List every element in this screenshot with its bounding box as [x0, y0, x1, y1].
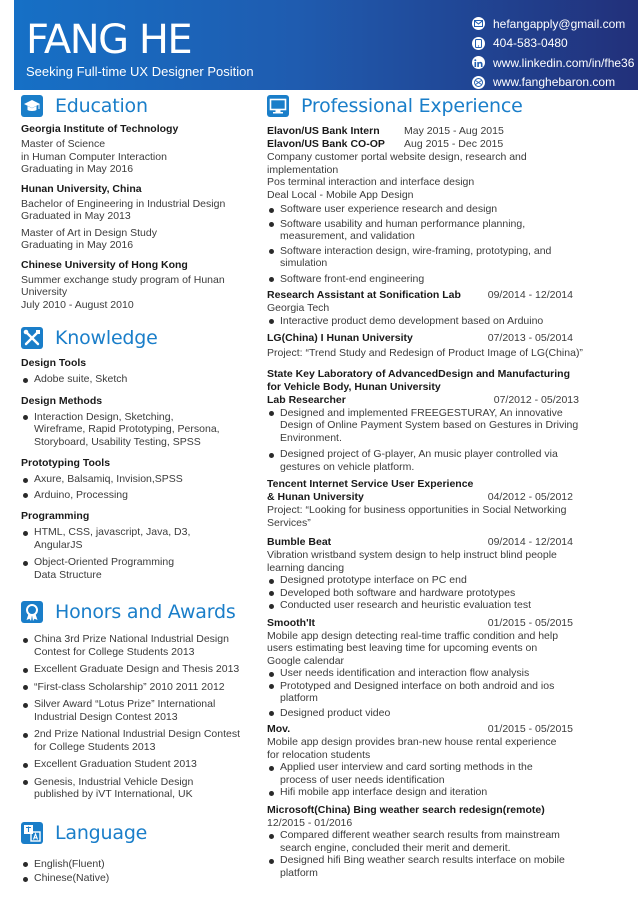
- award-icon: [21, 601, 43, 623]
- list-item: Software interaction design, wire-framing, prototyping, and simulation: [267, 245, 593, 270]
- organization: Georgia Tech: [267, 302, 330, 314]
- list-item: Arduino, Processing: [21, 489, 258, 502]
- project-title: Bumble Beat: [267, 536, 332, 548]
- knowledge-group-title: Design Tools: [21, 357, 87, 369]
- education-title: Education: [55, 95, 148, 117]
- list-item: HTML, CSS, javascript, Java, D3, AngularJS: [21, 526, 258, 551]
- knowledge-items: [21, 373, 258, 386]
- education-list: [21, 123, 258, 311]
- list-item: China 3rd Prize National Industrial Design Contest for College Students 2013: [21, 633, 258, 658]
- knowledge-list: [21, 357, 258, 581]
- linkedin-icon: [472, 56, 485, 69]
- project-description: Vibration wristband system design to help instruct blind people learning dancing: [267, 549, 557, 574]
- honors-title: Honors and Awards: [55, 601, 236, 623]
- contact-linkedin-text[interactable]: www.linkedin.com/in/fhe36: [493, 55, 635, 70]
- list-item: Designed project of G-player, An music player controlled via gestures on vehicle platform.: [267, 448, 593, 473]
- education-heading: [21, 93, 258, 119]
- description-line: Deal Local - Mobile App Design: [267, 188, 414, 201]
- degree-line: Graduating in May 2016: [21, 163, 134, 175]
- left-column: [21, 93, 258, 885]
- project-title: Smooth'It: [267, 616, 315, 629]
- experience-entry: [267, 368, 593, 474]
- contact-email[interactable]: [472, 14, 634, 34]
- list-item: Excellent Graduate Design and Thesis 2013: [21, 663, 258, 676]
- degree-line: July 2010 - August 2010: [21, 298, 134, 311]
- project-description: Project: “Looking for business opportunities in Social Networking Services”: [267, 504, 567, 529]
- monitor-icon: [267, 95, 289, 117]
- bullet-list: [267, 407, 593, 474]
- experience-entry: [267, 332, 593, 360]
- tools-icon: [21, 327, 43, 349]
- list-item: Applied user interview and card sorting methods in the process of user needs identification: [267, 761, 593, 786]
- education-entry: [21, 123, 258, 176]
- knowledge-items: [21, 526, 258, 581]
- list-item: Object-Oriented Programming Data Structure: [21, 556, 258, 581]
- list-item: Software front-end engineering: [267, 273, 593, 286]
- list-item: Designed and implemented FREEGESTURAY, An innovative Design of Online Payment System based on Gestures in Driving Environment.: [267, 407, 593, 445]
- school-name: Georgia Institute of Technology: [21, 123, 179, 135]
- role-title: & Hunan University: [267, 491, 364, 503]
- role-date: Aug 2015 - Dec 2015: [404, 138, 504, 150]
- education-entry: [21, 183, 258, 252]
- role-date: 01/2015 - 05/2015: [487, 723, 573, 735]
- role-date: 04/2012 - 05/2012: [487, 491, 573, 503]
- degree-line: University: [21, 286, 68, 298]
- degree-line: Summer exchange study program of Hunan: [21, 273, 225, 286]
- knowledge-group-title: Programming: [21, 510, 90, 522]
- role-title: Research Assistant at Sonification Lab: [267, 289, 461, 301]
- experience-entry: [267, 804, 593, 880]
- candidate-tagline: Seeking Full-time UX Designer Position: [26, 64, 254, 79]
- role-date: 07/2013 - 05/2014: [487, 332, 573, 344]
- experience-heading: [267, 93, 593, 119]
- experience-entry: [267, 289, 593, 327]
- contact-phone-text[interactable]: 404-583-0480: [493, 36, 568, 51]
- degree-line: in Human Computer Interaction: [21, 150, 167, 163]
- list-item: Developed both software and hardware prototypes: [267, 587, 593, 600]
- knowledge-items: [21, 473, 258, 501]
- degree-line: Bachelor of Engineering in Industrial Design: [21, 197, 226, 210]
- list-item: Adobe suite, Sketch: [21, 373, 258, 386]
- list-item: “First-class Scholarship” 2010 2011 2012: [21, 681, 258, 694]
- role-title: LG(China) I Hunan University: [267, 332, 413, 344]
- list-item: User needs identification and interaction flow analysis: [267, 667, 593, 680]
- bullet-list: [267, 203, 593, 285]
- project-description: Mobile app design detecting real-time traffic condition and help users estimating best leaving time for upcoming events on Google calendar: [267, 629, 559, 667]
- role-title: Tencent Internet Service User Experience: [267, 478, 474, 490]
- contact-linkedin[interactable]: [472, 53, 634, 73]
- role-row: [267, 723, 593, 736]
- candidate-name: FANG HE: [26, 17, 192, 63]
- role-date: 12/2015 - 01/2016: [267, 816, 353, 829]
- experience-entry: [267, 723, 593, 799]
- role-date: 07/2012 - 05/2013: [493, 393, 579, 406]
- resume-header: [14, 0, 638, 90]
- list-item: Software user experience research and design: [267, 203, 593, 216]
- list-item: 2nd Prize National Industrial Design Contest for College Students 2013: [21, 728, 258, 753]
- knowledge-title: Knowledge: [55, 327, 158, 349]
- experience-entry: [267, 617, 593, 720]
- contact-website[interactable]: [472, 73, 634, 93]
- role-row: [267, 536, 593, 549]
- role-row: [267, 491, 593, 504]
- list-item: Designed hifi Bing weather search results interface on mobile platform: [267, 854, 593, 879]
- language-title: Language: [55, 821, 148, 844]
- list-item: Designed prototype interface on PC end: [267, 574, 593, 587]
- role-date: 09/2014 - 12/2014: [487, 536, 573, 548]
- right-column: [267, 93, 593, 879]
- experience-entry: [267, 478, 593, 529]
- knowledge-heading: [21, 325, 258, 351]
- role-title: Lab Researcher: [267, 393, 346, 406]
- knowledge-items: [21, 411, 258, 449]
- role-title: for Vehicle Body, Hunan University: [267, 380, 441, 393]
- experience-title: Professional Experience: [301, 95, 523, 117]
- bullet-list: [267, 829, 593, 879]
- contact-list: [472, 14, 634, 92]
- degree-line: Master of Art in Design Study: [21, 226, 157, 239]
- role-row: [267, 394, 593, 407]
- bullet-list: [267, 667, 593, 719]
- honors-heading: [21, 599, 258, 625]
- list-item: English(Fluent): [21, 858, 258, 871]
- list-item: Compared different weather search results from mainstream search engine, concluded their merit and demerit.: [267, 829, 593, 854]
- school-name: Hunan University, China: [21, 182, 142, 195]
- project-description: Project: “Trend Study and Redesign of Product Image of LG(China)”: [267, 347, 583, 359]
- list-item: Chinese(Native): [21, 872, 258, 885]
- knowledge-group-title: Design Methods: [21, 394, 103, 407]
- translate-icon: [21, 822, 43, 844]
- language-heading: [21, 820, 258, 846]
- degree-line: Graduating in May 2016: [21, 239, 134, 251]
- list-item: Interactive product demo development based on Arduino: [267, 315, 593, 328]
- honors-list: [21, 633, 258, 801]
- contact-email-text[interactable]: hefangapply@gmail.com: [493, 16, 626, 31]
- phone-icon: [472, 37, 485, 50]
- role-row: [267, 617, 593, 630]
- school-name: Chinese University of Hong Kong: [21, 258, 188, 271]
- experience-entry: [267, 125, 593, 285]
- list-item: Silver Award “Lotus Prize” International Industrial Design Contest 2013: [21, 698, 258, 723]
- list-item: Hifi mobile app interface design and iteration: [267, 786, 593, 799]
- role-date: 01/2015 - 05/2015: [487, 616, 573, 629]
- list-item: Genesis, Industrial Vehicle Design published by iVT International, UK: [21, 776, 258, 801]
- description-line: Pos terminal interaction and interface design: [267, 176, 475, 188]
- project-title: Microsoft(China) Bing weather search redesign(remote): [267, 803, 545, 816]
- list-item: Interaction Design, Sketching, Wireframe, Rapid Prototyping, Persona, Storyboard, Usability Testing, SPSS: [21, 411, 258, 449]
- list-item: Excellent Graduation Student 2013: [21, 758, 258, 771]
- list-item: Designed product video: [267, 707, 593, 720]
- knowledge-group-title: Prototyping Tools: [21, 457, 111, 469]
- graduation-cap-icon: [21, 95, 43, 117]
- email-icon: [472, 17, 485, 30]
- project-description: Mobile app design provides bran-new house rental experience for relocation students: [267, 736, 557, 761]
- description-line: implementation: [267, 163, 339, 176]
- role-title: Elavon/US Bank CO-OP: [267, 138, 385, 150]
- role-date: 09/2014 - 12/2014: [487, 289, 573, 301]
- language-list: [21, 858, 258, 885]
- list-item: Prototyped and Designed interface on both android and ios platform: [267, 680, 593, 705]
- bullet-list: [267, 315, 593, 328]
- project-title: Mov.: [267, 723, 291, 735]
- education-entry: [21, 259, 258, 312]
- contact-phone[interactable]: [472, 34, 634, 54]
- bullet-list: [267, 761, 593, 799]
- role-row: [267, 138, 593, 151]
- description-line: Company customer portal website design, research and: [267, 151, 527, 163]
- experience-entry: [267, 536, 593, 612]
- role-date: May 2015 - Aug 2015: [404, 125, 504, 137]
- role-title: Elavon/US Bank Intern: [267, 125, 380, 137]
- list-item: Conducted user research and heuristic evaluation test: [267, 599, 593, 612]
- degree-line: Master of Science: [21, 138, 106, 150]
- bullet-list: [267, 574, 593, 612]
- degree-line: Graduated in May 2013: [21, 210, 131, 222]
- role-row: [267, 125, 593, 138]
- contact-website-text[interactable]: www.fanghebaron.com: [493, 75, 616, 90]
- list-item: Axure, Balsamiq, Invision,SPSS: [21, 473, 258, 486]
- role-row: [267, 332, 593, 345]
- role-row: [267, 289, 593, 302]
- globe-icon: [472, 76, 485, 89]
- role-title: State Key Laboratory of AdvancedDesign and Manufacturing: [267, 367, 570, 380]
- list-item: Software usability and human performance planning, measurement, and validation: [267, 218, 593, 243]
